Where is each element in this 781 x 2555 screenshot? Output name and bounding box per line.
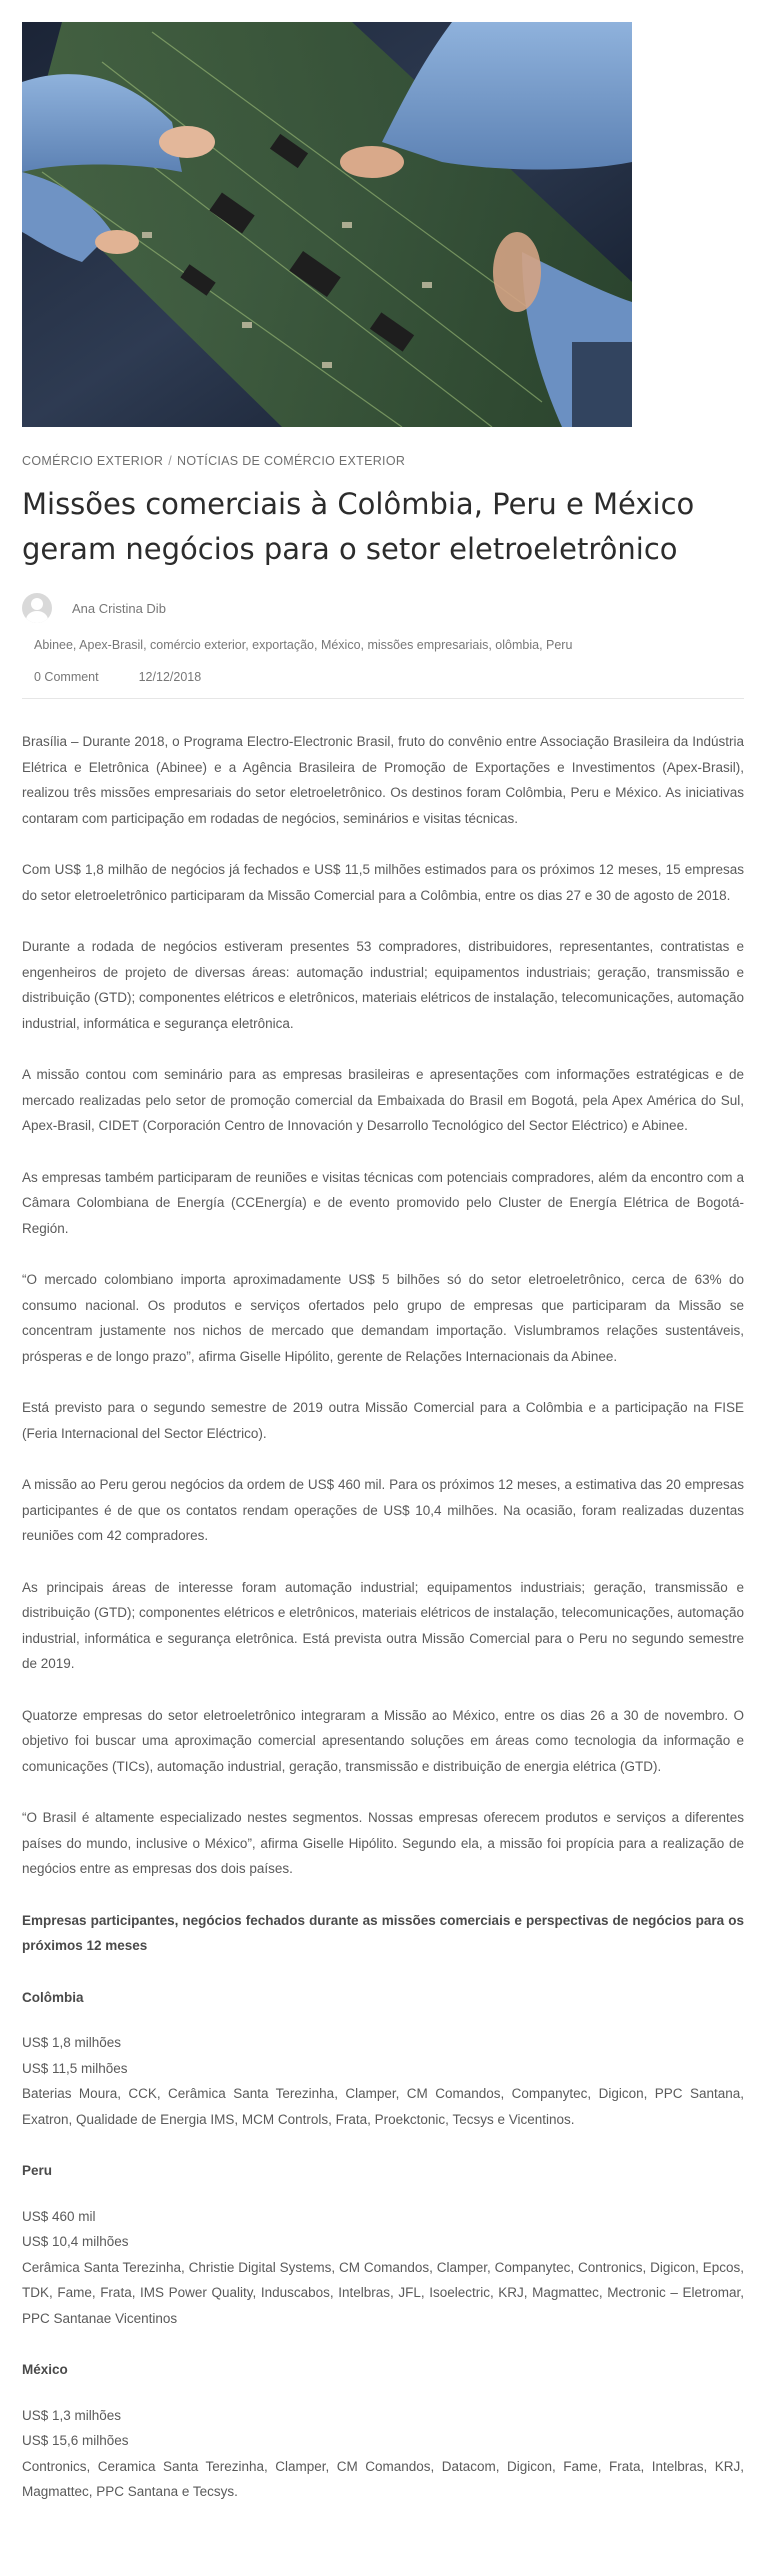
closed-deals: US$ 1,8 milhões: [22, 2035, 122, 2050]
author-name[interactable]: Ana Cristina Dib: [72, 600, 166, 616]
expected-deals: US$ 10,4 milhões: [22, 2234, 129, 2249]
comment-count[interactable]: 0 Comment: [34, 670, 99, 684]
page-title: Missões comerciais à Colômbia, Peru e México geram negócios para o setor eletroeletrônico: [22, 487, 695, 566]
author-row: [22, 592, 744, 624]
country-heading-colombia: Colômbia: [22, 1989, 84, 2005]
paragraph: A missão contou com seminário para as empresas brasileiras e apresentações com informações estratégicas e de mercado realizadas pelo setor de promoção comercial da Embaixada do Brasil em Bogotá, pela Apex América do Sul, Apex-Brasil, CIDET (Corporación Centro de Innovación y Desarrollo Tecnológico del Sector Eléctrico) e Abinee.: [22, 1067, 744, 1133]
paragraph: Está previsto para o segundo semestre de 2019 outra Missão Comercial para a Colômbia e a participação na FISE (Feria Internacional del Sector Eléctrico).: [22, 1400, 744, 1441]
avatar[interactable]: [22, 593, 52, 623]
category-link-noticias[interactable]: NOTÍCIAS DE COMÉRCIO EXTERIOR: [177, 454, 406, 468]
company-list: Contronics, Ceramica Santa Terezinha, Clamper, CM Comandos, Datacom, Digicon, Fame, Frata, Intelbras, KRJ, Magmattec, PPC Santana e Tecsys.: [22, 2458, 744, 2499]
category-separator: /: [168, 454, 173, 468]
avatar-body-icon: [26, 611, 48, 623]
tag-list[interactable]: Abinee, Apex-Brasil, comércio exterior, exportação, México, missões empresariais, olômbia, Peru: [34, 638, 573, 652]
paragraph: Quatorze empresas do setor eletroeletrônico integraram a Missão ao México, entre os dias 26 a 30 de novembro. O objetivo foi buscar uma aproximação comercial apresentando soluções em áreas como tecnologia da informação e comunicações (TICs), automação industrial, geração, transmissão e distribuição de energia elétrica (GTD).: [22, 1707, 744, 1774]
divider: [22, 698, 744, 699]
paragraph: As principais áreas de interesse foram automação industrial; equipamentos industriais; geração, transmissão e distribuição (GTD); componentes elétricos e eletrônicos, materiais elétricos de instalação, telecomunicações, automação industrial, informática e segurança eletrônica. Está prevista outra Missão Comercial para o Peru no segundo semestre de 2019.: [22, 1579, 744, 1671]
article-body: [22, 729, 744, 2505]
post-meta: [22, 592, 744, 699]
expected-deals: US$ 11,5 milhões: [22, 2060, 128, 2076]
country-block-peru: [22, 2204, 744, 2332]
closed-deals: US$ 1,3 milhões: [22, 2407, 122, 2423]
info-row: [34, 668, 744, 686]
paragraph: As empresas também participaram de reuniões e visitas técnicas com potenciais compradores, além da encontro com a Câmara Colombiana de Energía (CCEnergía) e de evento promovido pelo Cluster de Energía Elétrica de Bogotá-Región.: [22, 1169, 744, 1236]
category-link-comercio-exterior[interactable]: COMÉRCIO EXTERIOR: [22, 454, 164, 468]
paragraph: “O mercado colombiano importa aproximadamente US$ 5 bilhões só do setor eletroeletrônico, cerca de 63% do consumo nacional. Os produtos e serviços ofertados pelo grupo de empresas que participaram da Missão se concentram justamente nos nichos de mercado que demandam importação. Vislumbramos relações sustentáveis, prósperas e de longo prazo”, afirma Giselle Hipólito, gerente de Relações Internacionais da Abinee.: [22, 1272, 744, 1364]
paragraph: Com US$ 1,8 milhão de negócios já fechados e US$ 11,5 milhões estimados para os próximos 12 meses, 15 empresas do setor eletroeletrônico participaram da Missão Comercial para a Colômbia, entre os dias 27 e 30 de agosto de 2018.: [22, 862, 744, 903]
paragraph: Durante a rodada de negócios estiveram presentes 53 compradores, distribuidores, representantes, contratistas e engenheiros de projeto de diversas áreas: automação industrial; equipamentos industriais; geração, transmissão e distribuição (GTD); componentes elétricos e eletrônicos, materiais elétricos de instalação, telecomunicações, automação industrial, informática e segurança eletrônica.: [22, 939, 744, 1031]
paragraph: A missão ao Peru gerou negócios da ordem de US$ 460 mil. Para os próximos 12 meses, a estimativa das 20 empresas participantes é de que os contatos rendam operações de US$ 10,4 milhões. Na ocasião, foram realizadas duzentas reuniões com 42 compradores.: [22, 1477, 744, 1543]
company-list: Cerâmica Santa Terezinha, Christie Digital Systems, CM Comandos, Clamper, Companytec, Contronics, Digicon, Epcos, TDK, Fame, Frata, IMS Power Quality, Induscabos, Intelbras, JFL, Isoelectric, KRJ, Magmattec, Mectronic – Eletromar, PPC Santanae Vicentinos: [22, 2259, 744, 2326]
paragraph: “O Brasil é altamente especializado nestes segmentos. Nossas empresas oferecem produtos e serviços a diferentes países do mundo, inclusive o México”, afirma Giselle Hipólito. Segundo ela, a missão foi propícia para a realização de negócios entre as empresas dos dois países.: [22, 1810, 744, 1876]
country-heading-peru: Peru: [22, 2163, 53, 2178]
closed-deals: US$ 460 mil: [22, 2208, 96, 2224]
avatar-head-icon: [31, 598, 43, 610]
circuit-board-photo-icon: [22, 22, 632, 427]
country-heading-mexico: México: [22, 2362, 68, 2377]
featured-image: [22, 22, 632, 427]
paragraph: Brasília – Durante 2018, o Programa Electro-Electronic Brasil, fruto do convênio entre Associação Brasileira da Indústria Elétrica e Eletrônica (Abinee) e a Agência Brasileira de Promoção de Exportações e Investimentos (Apex-Brasil), realizou três missões empresariais do setor eletroeletrônico. Os destinos foram Colômbia, Peru e México. As iniciativas contaram com participação em rodadas de negócios, seminários e visitas técnicas.: [22, 734, 744, 826]
expected-deals: US$ 15,6 milhões: [22, 2433, 129, 2448]
summary-heading: Empresas participantes, negócios fechados durante as missões comerciais e perspectivas de negócios para os próximos 12 meses: [22, 1912, 744, 1953]
category-links: [22, 454, 744, 468]
country-block-mexico: [22, 2403, 744, 2505]
country-block-colombia: [22, 2030, 744, 2132]
article: [22, 22, 744, 2531]
post-date: 12/12/2018: [138, 670, 202, 684]
company-list: Baterias Moura, CCK, Cerâmica Santa Terezinha, Clamper, CM Comandos, Companytec, Digicon, PPC Santana, Exatron, Qualidade de Energia IMS, MCM Controls, Frata, Proekctonic, Tecsys e Vicentinos.: [22, 2086, 744, 2127]
